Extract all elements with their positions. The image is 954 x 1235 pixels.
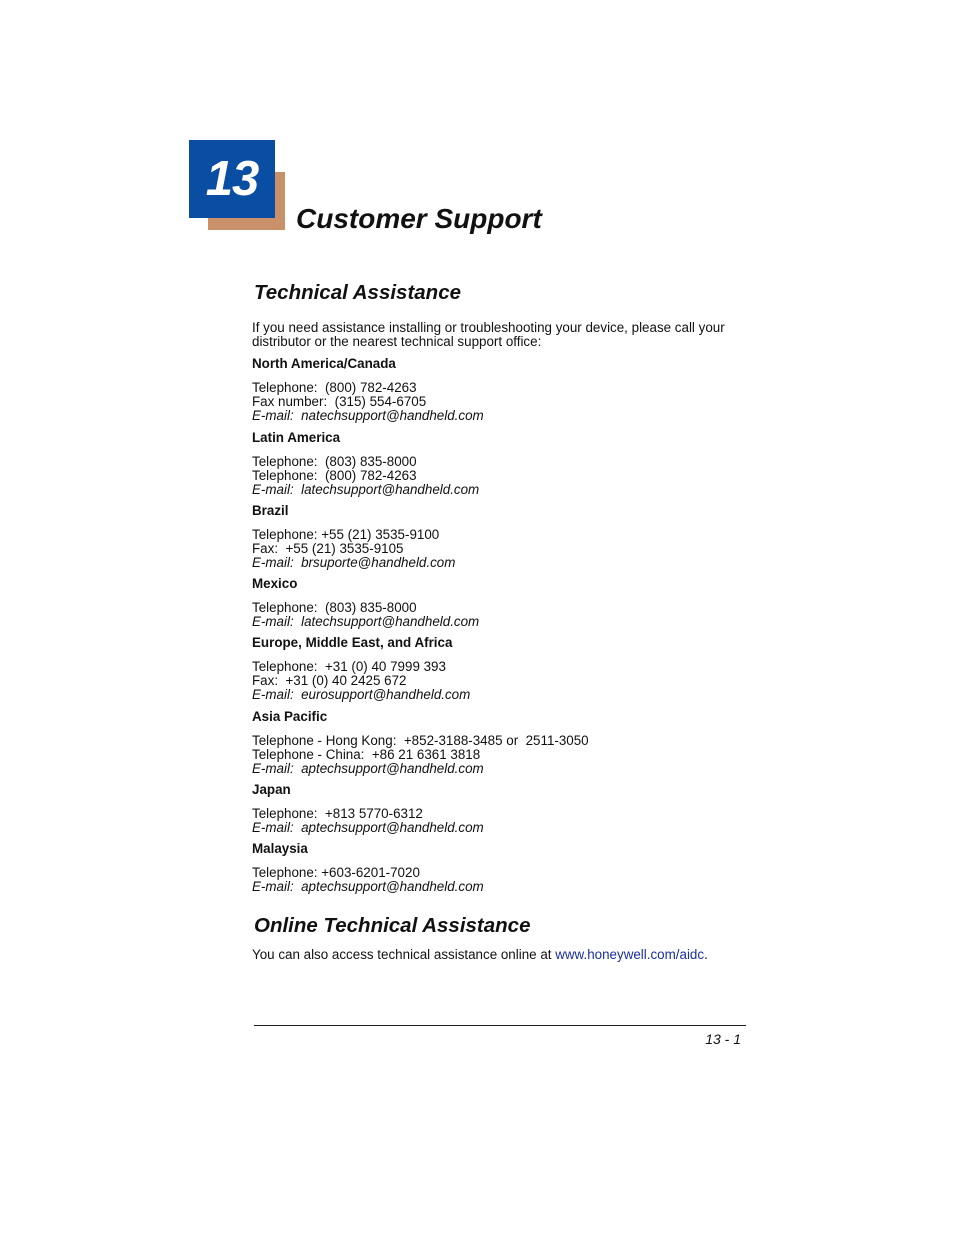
region-name: Asia Pacific — [252, 709, 328, 724]
support-region — [252, 710, 589, 776]
chapter-title: Customer Support — [296, 203, 542, 234]
honeywell-aidc-link[interactable]: www.honeywell.com/aidc — [555, 947, 705, 962]
region-name: Latin America — [252, 430, 341, 445]
footer-divider — [254, 1025, 746, 1026]
online-assistance-text-before: You can also access technical assistance online at — [252, 947, 556, 962]
support-region — [252, 842, 484, 894]
region-name: Brazil — [252, 503, 289, 518]
contact-number: Telephone: +813 5770-6312 — [252, 806, 423, 821]
contact-number: Fax: +31 (0) 40 2425 672 — [252, 673, 407, 688]
support-region — [252, 504, 455, 570]
contact-number: Telephone: (800) 782-4263 — [252, 468, 417, 483]
contact-number: Telephone - Hong Kong: +852-3188-3485 or 2511-3050 — [252, 733, 589, 748]
contact-email: E-mail: natechsupport@handheld.com — [252, 408, 484, 423]
contact-email: E-mail: aptechsupport@handheld.com — [252, 820, 484, 835]
contact-number: Telephone - China: +86 21 6361 3818 — [252, 747, 481, 762]
support-region — [252, 783, 484, 835]
contact-number: Telephone: (800) 782-4263 — [252, 380, 417, 395]
contact-email: E-mail: aptechsupport@handheld.com — [252, 761, 484, 776]
contact-email: E-mail: latechsupport@handheld.com — [252, 614, 480, 629]
section-heading-technical-assistance: Technical Assistance — [254, 281, 461, 304]
region-name: North America/Canada — [252, 356, 396, 371]
online-assistance-text — [252, 948, 708, 962]
contact-number: Telephone: +603-6201-7020 — [252, 865, 420, 880]
online-assistance-text-after: . — [704, 947, 708, 962]
contact-email: E-mail: eurosupport@handheld.com — [252, 687, 471, 702]
contact-number: Telephone: +55 (21) 3535-9100 — [252, 527, 440, 542]
contact-email: E-mail: brsuporte@handheld.com — [252, 555, 456, 570]
support-region — [252, 577, 479, 629]
contact-number: Fax number: (315) 554-6705 — [252, 394, 427, 409]
contact-number: Telephone: +31 (0) 40 7999 393 — [252, 659, 446, 674]
region-name: Mexico — [252, 576, 298, 591]
contact-number: Telephone: (803) 835-8000 — [252, 600, 417, 615]
region-name: Japan — [252, 782, 291, 797]
support-region — [252, 636, 470, 702]
chapter-number-badge: 13 — [189, 140, 275, 218]
contact-number: Fax: +55 (21) 3535-9105 — [252, 541, 404, 556]
section-heading-online-technical-assistance: Online Technical Assistance — [254, 914, 531, 937]
region-name: Malaysia — [252, 841, 308, 856]
technical-assistance-intro: If you need assistance installing or troubleshooting your device, please call your distributor or the nearest technical support office: — [252, 320, 725, 349]
contact-email: E-mail: aptechsupport@handheld.com — [252, 879, 484, 894]
region-name: Europe, Middle East, and Africa — [252, 635, 453, 650]
support-region — [252, 357, 484, 423]
contact-email: E-mail: latechsupport@handheld.com — [252, 482, 480, 497]
page-number: 13 - 1 — [705, 1031, 741, 1047]
support-region — [252, 431, 479, 497]
contact-number: Telephone: (803) 835-8000 — [252, 454, 417, 469]
